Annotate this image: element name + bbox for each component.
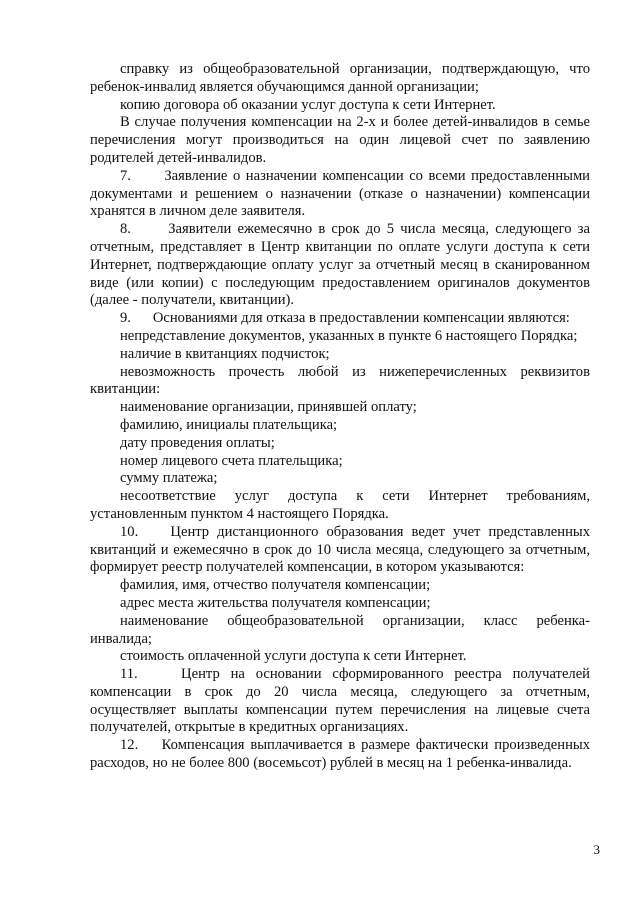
list-item: фамилию, инициалы плательщика;	[120, 416, 338, 433]
list-item: непредставление документов, указанных в пункте 6 настоящего Порядка;	[120, 327, 578, 344]
clause-8: 8. Заявители ежемесячно в срок до 5 числа месяца, следующего за отчетным, представляет в Центр квитанции по оплате услуги доступа к сети Интернет, подтверждающие оплату услуг за отчетный месяц в сканированном виде (или копии) с последующим предоставлением оригиналов документов (далее - получатели, квитанции).	[90, 221, 590, 309]
list-item: сумму платежа;	[120, 470, 218, 487]
clause-10: 10. Центр дистанционного образования ведет учет представленных квитанций и ежемесячно в срок до 10 числа месяца, следующего за отчетным, формирует реестр получателей компенсации, в котором указываются:	[90, 523, 590, 576]
list-item: наименование общеобразовательной организации, класс ребенка-инвалида;	[90, 612, 590, 647]
list-item: адрес места жительства получателя компенсации;	[120, 594, 431, 611]
clause-12: 12. Компенсация выплачивается в размере фактически произведенных расходов, но не более 800 (восемьсот) рублей в месяц на 1 ребенка-инвалида.	[90, 737, 590, 772]
list-item: несоответствие услуг доступа к сети Интернет требованиям, установленным пунктом 4 настоящего Порядка.	[90, 488, 590, 522]
paragraph-certificate: справку из общеобразовательной организации, подтверждающую, что ребенок-инвалид является обучающимся данной организации;	[90, 61, 590, 95]
page-number: 3	[593, 842, 600, 857]
clause-7: 7. Заявление о назначении компенсации со всеми предоставленными документами и решением о назначении (отказе о назначении) компенсации хранятся в личном деле заявителя.	[90, 167, 590, 220]
list-item: наличие в квитанциях подчисток;	[120, 345, 330, 362]
list-item: фамилия, имя, отчество получателя компенсации;	[120, 577, 431, 594]
clause-9: 9. Основаниями для отказа в предоставлении компенсации являются:	[120, 310, 570, 327]
list-item: невозможность прочесть любой из нижеперечисленных реквизитов квитанции:	[90, 363, 590, 398]
clause-11: 11. Центр на основании сформированного реестра получателей компенсации в срок до 20 числа месяца, следующего за отчетным, осуществляет выплаты компенсации путем перечисления на лицевые счета получателей, открытые в кредитных организациях.	[90, 666, 590, 736]
list-item: стоимость оплаченной услуги доступа к сети Интернет.	[120, 648, 467, 665]
list-item: дату проведения оплаты;	[120, 434, 275, 451]
paragraph-multiple-children: В случае получения компенсации на 2-х и более детей-инвалидов в семье перечисления могут производиться на один лицевой счет по заявлению родителей детей-инвалидов.	[90, 114, 590, 166]
paragraph-contract-copy: копию договора об оказании услуг доступа к сети Интернет.	[120, 96, 496, 113]
list-item: номер лицевого счета плательщика;	[120, 452, 343, 469]
list-item: наименование организации, принявшей оплату;	[120, 399, 417, 416]
document-page	[90, 61, 590, 773]
